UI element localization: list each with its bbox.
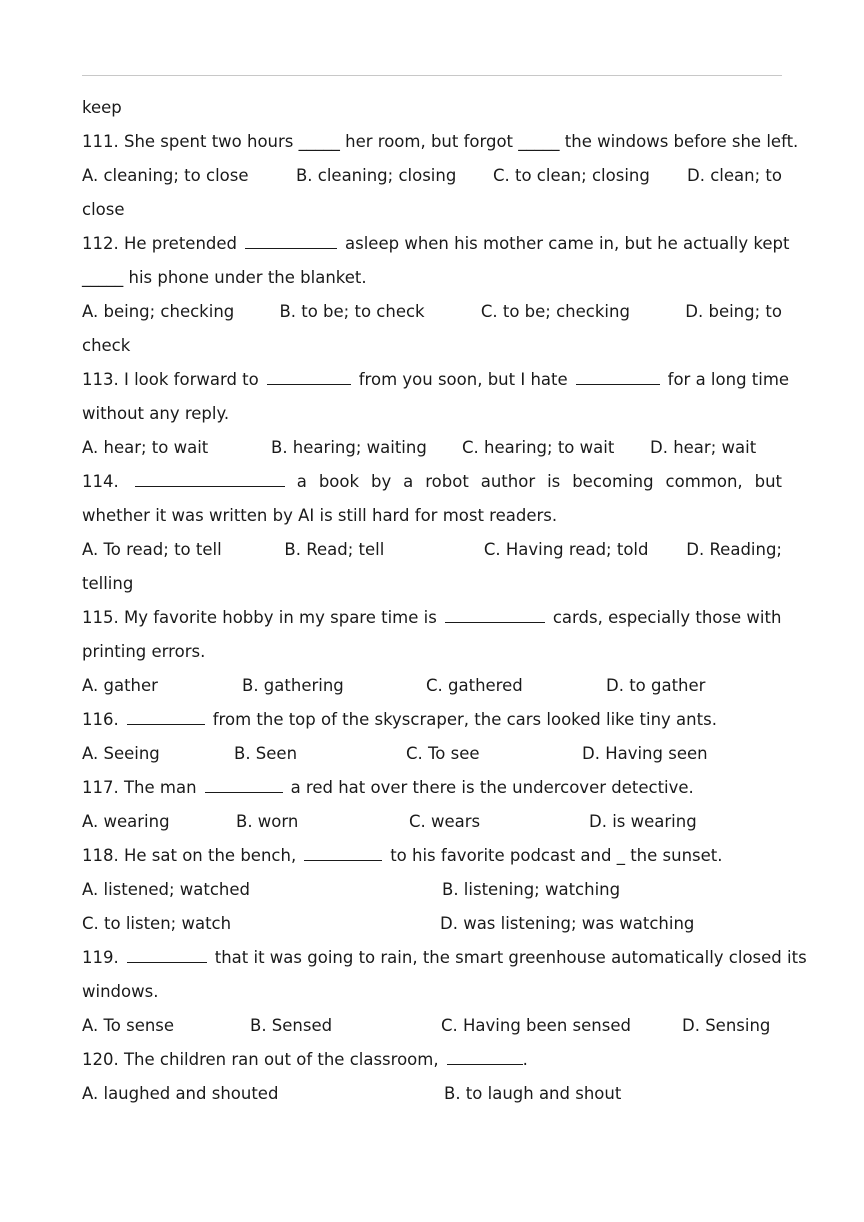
q115-option-a: A. gather — [82, 676, 158, 695]
q117-stem-part1: 117. The man — [82, 778, 197, 797]
answer-blank — [127, 961, 207, 963]
q112-stem-line2: _____ his phone under the blanket. — [82, 268, 367, 287]
header-rule — [82, 75, 782, 76]
q119-stem-part2: that it was going to rain, the smart greenhouse automatically closed its — [214, 948, 807, 967]
q117-option-b: B. worn — [236, 812, 299, 831]
q111-stem: 111. She spent two hours _____ her room, but forgot _____ the windows before she left. — [82, 132, 799, 151]
q115-option-b: B. gathering — [242, 676, 344, 695]
answer-blank — [205, 791, 283, 793]
q113-option-a: A. hear; to wait — [82, 438, 209, 457]
q117-option-c: C. wears — [409, 812, 481, 831]
q119-option-b: B. Sensed — [250, 1016, 333, 1035]
q111-option-a: A. cleaning; to close — [82, 166, 249, 185]
q120-option-a: A. laughed and shouted — [82, 1084, 279, 1103]
q115-stem-line2: printing errors. — [82, 642, 206, 661]
q120-stem-part1: 120. The children ran out of the classroom, — [82, 1050, 439, 1069]
answer-blank — [127, 723, 205, 725]
q119-stem-line1 — [82, 941, 807, 975]
q114-option-a: A. To read; to tell — [82, 540, 222, 559]
q118-option-b: B. listening; watching — [442, 880, 621, 899]
answer-blank — [304, 859, 382, 861]
q115-stem-part2: cards, especially those with — [552, 608, 782, 627]
q114-option-d: D. Reading; — [686, 540, 782, 559]
q116-stem-part2: from the top of the skyscraper, the cars looked like tiny ants. — [212, 710, 717, 729]
q117-options — [82, 805, 782, 839]
q117-option-a: A. wearing — [82, 812, 170, 831]
q120-option-b: B. to laugh and shout — [444, 1084, 622, 1103]
q114-stem-part1: 114. — [82, 472, 119, 491]
q113-option-b: B. hearing; waiting — [271, 438, 427, 457]
q120-options — [82, 1077, 782, 1111]
q113-options — [82, 431, 782, 465]
q114-options — [82, 533, 782, 567]
q116-option-b: B. Seen — [234, 744, 298, 763]
q115-option-d: D. to gather — [606, 676, 706, 695]
answer-blank — [447, 1063, 523, 1065]
q113-option-d: D. hear; wait — [650, 438, 757, 457]
q111-option-d-wrap: close — [82, 200, 125, 219]
q113-option-c: C. hearing; to wait — [462, 438, 615, 457]
q120-stem — [82, 1043, 782, 1077]
q119-option-a: A. To sense — [82, 1016, 175, 1035]
answer-blank — [445, 621, 545, 623]
q119-option-c: C. Having been sensed — [441, 1016, 631, 1035]
answer-blank — [135, 485, 285, 487]
q111-option-d: D. clean; to — [687, 166, 782, 185]
q116-option-d: D. Having seen — [582, 744, 708, 763]
q118-option-a: A. listened; watched — [82, 880, 250, 899]
q113-stem-part2: from you soon, but I hate — [358, 370, 568, 389]
q112-option-b: B. to be; to check — [279, 302, 425, 321]
q116-stem — [82, 703, 782, 737]
q116-option-a: A. Seeing — [82, 744, 160, 763]
q120-stem-part2: . — [522, 1050, 528, 1069]
q112-options — [82, 295, 782, 329]
q119-options — [82, 1009, 782, 1043]
q114-option-c: C. Having read; told — [483, 540, 649, 559]
q114-stem-line2: whether it was written by AI is still hard for most readers. — [82, 506, 558, 525]
q113-stem-line1 — [82, 363, 790, 397]
q111-option-c: C. to clean; closing — [492, 166, 650, 185]
q118-option-c: C. to listen; watch — [82, 914, 232, 933]
q115-stem-line1 — [82, 601, 782, 635]
q118-stem — [82, 839, 782, 873]
q118-options-row2 — [82, 907, 782, 941]
q119-stem-part1: 119. — [82, 948, 119, 967]
q112-option-c: C. to be; checking — [480, 302, 630, 321]
q113-stem-line2: without any reply. — [82, 404, 230, 423]
q112-stem-part2: asleep when his mother came in, but he actually kept — [345, 234, 790, 253]
q118-stem-part2: to his favorite podcast and _ the sunset. — [390, 846, 723, 865]
q118-stem-part1: 118. He sat on the bench, — [82, 846, 297, 865]
q118-options-row1 — [82, 873, 782, 907]
answer-blank — [267, 383, 351, 385]
q117-stem — [82, 771, 782, 805]
q111-options — [82, 159, 782, 193]
q119-stem-line2: windows. — [82, 982, 159, 1001]
answer-blank — [245, 247, 337, 249]
q112-stem-part1: 112. He pretended — [82, 234, 238, 253]
q111-option-b: B. cleaning; closing — [295, 166, 457, 185]
q115-option-c: C. gathered — [426, 676, 523, 695]
q115-stem-part1: 115. My favorite hobby in my spare time is — [82, 608, 437, 627]
q113-stem-part3: for a long time — [667, 370, 790, 389]
q119-option-d: D. Sensing — [682, 1016, 771, 1035]
q116-stem-part1: 116. — [82, 710, 119, 729]
q115-options — [82, 669, 782, 703]
worksheet — [82, 91, 807, 1111]
q114-stem-line1 — [82, 465, 782, 499]
q114-stem-part2: a book by a robot author is becoming common, but — [296, 472, 782, 491]
q117-option-d: D. is wearing — [589, 812, 697, 831]
q116-option-c: C. To see — [406, 744, 480, 763]
q112-stem-line1 — [82, 227, 790, 261]
q112-option-d: D. being; to — [685, 302, 782, 321]
q112-option-d-wrap: check — [82, 336, 131, 355]
answer-blank — [576, 383, 660, 385]
continuation-text: keep — [82, 98, 122, 117]
q114-option-d-wrap: telling — [82, 574, 134, 593]
q117-stem-part2: a red hat over there is the undercover detective. — [290, 778, 694, 797]
q118-option-d: D. was listening; was watching — [440, 914, 695, 933]
q112-option-a: A. being; checking — [82, 302, 235, 321]
q116-options — [82, 737, 782, 771]
q113-stem-part1: 113. I look forward to — [82, 370, 259, 389]
q114-option-b: B. Read; tell — [284, 540, 385, 559]
